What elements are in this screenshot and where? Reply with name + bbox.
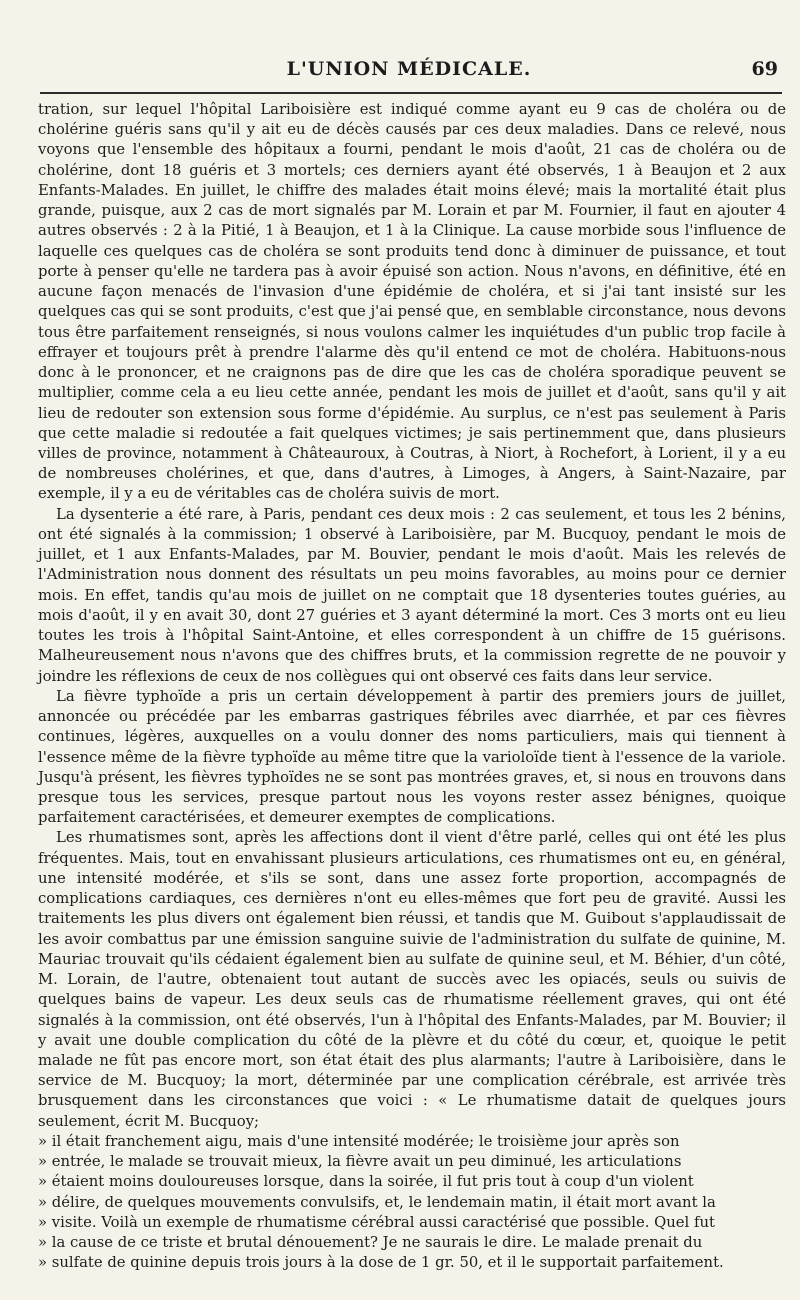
- paragraph-cholera: tration, sur lequel l'hôpital Lariboisière est indiqué comme ayant eu 9 cas de choléra ou de cholérine guéris sans qu'il y ait eu de décès causés par ces deux maladies. Dans ce relevé, nous voyons que l'ensemble des hôpitaux a fourni, pendant le mois d'août, 21 cas de choléra ou de cholérine, dont 18 guéris et 3 mortels; ces derniers ayant été observés, 1 à Beaujon et 2 aux Enfants-Malades. En juillet, le chiffre des malades était moins élevé; mais la mortalité était plus grande, puisque, aux 2 cas de mort signalés par M. Lorain et par M. Fournier, il faut en ajouter 4 autres observés : 2 à la Pitié, 1 à Beaujon, et 1 à la Clinique. La cause morbide sous l'influence de laquelle ces quelques cas de choléra se sont produits tend donc à diminuer de puissance, et tout porte à penser qu'elle ne tardera pas à avoir épuisé son action. Nous n'avons, en définitive, été en aucune façon menacés de l'invasion d'une épidémie de choléra, et si j'ai tant insisté sur les quelques cas qui se sont produits, c'est que j'ai pensé que, en semblable circonstance, nous devons tous être parfaitement renseignés, si nous voulons calmer les inquiétudes d'un public trop facile à effrayer et toujours prêt à prendre l'alarme dès qu'il entend ce mot de choléra. Habituons-nous donc à le prononcer, et ne craignons pas de dire que les cas de choléra sporadique peuvent se multiplier, comme cela a eu lieu cette année, pendant les mois de juillet et d'août, sans qu'il y ait lieu de redouter son extension sous forme d'épidémie. Au surplus, ce n'est pas seulement à Paris que cette maladie si redoutée a fait quelques victimes; je sais pertinemment que, dans plusieurs villes de province, notamment à Châteauroux, à Coutras, à Niort, à Rochefort, à Lorient, il y a eu de nombreuses cholérines, et que, dans d'autres, à Limoges, à Angers, à Saint-Nazaire, par exemple, il y a eu de véritables cas de choléra suivis de mort.: [38, 101, 786, 503]
- quote-line: » entrée, le malade se trouvait mieux, la fièvre avait un peu diminué, les articulations: [38, 1153, 682, 1171]
- quote-line: » la cause de ce triste et brutal dénouement? Je ne saurais le dire. Le malade prenait du: [38, 1234, 703, 1252]
- paragraph-rheumatism: Les rhumatismes sont, après les affections dont il vient d'être parlé, celles qui ont été les plus fréquentes. Mais, tout en envahissant plusieurs articulations, ces rhumatismes ont eu, en général, une intensité modérée, et s'ils se sont, dans une assez forte proportion, accompagnés de complications cardiaques, ces dernières n'ont eu elles-mêmes que fort peu de gravité. Aussi les traitements les plus divers ont également bien réussi, et tandis que M. Guibout s'applaudissait de les avoir combattus par une émission sanguine suivie de l'administration du sulfate de quinine, M. Mauriac trouvait qu'ils cédaient également bien au sulfate de quinine seul, et M. Béhier, d'un côté, M. Lorain, de l'autre, obtenaient tout autant de succès avec les opiacés, seuls ou suivis de quelques bains de vapeur. Les deux seuls cas de rhumatisme réellement graves, qui ont été signalés à la commission, ont été observés, l'un à l'hôpital des Enfants-Malades, par M. Bouvier; il y avait une double complication du côté de la plèvre et du côté du cœur, et, quoique le petit malade ne fût pas encore mort, son état était des plus alarmants; l'autre à Lariboisière, dans le service de M. Bucquoy; la mort, déterminée par une complication cérébrale, est arrivée très brusquement dans les circonstances que voici : « Le rhumatisme datait de quelques jours seulement, écrit M. Bucquoy;: [38, 829, 786, 1130]
- header-rule: [40, 92, 782, 94]
- paragraph-dysentery: La dysenterie a été rare, à Paris, pendant ces deux mois : 2 cas seulement, et tous les 2 bénins, ont été signalés à la commission; 1 observé à Lariboisière, par M. Bucquoy, pendant le mois de juillet, et 1 aux Enfants-Malades, par M. Bouvier, pendant le mois d'août. Mais les relevés de l'Administration nous donnent des résultats un peu moins favorables, au moins pour ce dernier mois. En effet, tandis qu'au mois de juillet on ne comptait que 18 dysenteries toutes guéries, au mois d'août, il y en avait 30, dont 27 guéries et 3 ayant déterminé la mort. Ces 3 morts ont eu lieu toutes les trois à l'hôpital Saint-Antoine, et elles correspondent à un chiffre de 15 guérisons. Malheureusement nous n'avons que des chiffres bruts, et la commission regrette de ne pouvoir y joindre les réflexions de ceux de nos collègues qui ont observé ces faits dans leur service.: [38, 505, 786, 685]
- quote-line: » il était franchement aigu, mais d'une intensité modérée; le troisième jour après son: [38, 1132, 680, 1150]
- body-text: [38, 100, 786, 1274]
- quote-line: » étaient moins douloureuses lorsque, dans la soirée, il fut pris tout à coup d'un violent: [38, 1173, 694, 1191]
- page-header: [36, 58, 782, 88]
- running-title: L'UNION MÉDICALE.: [286, 58, 532, 80]
- quote-line: » visite. Voilà un exemple de rhumatisme cérébral aussi caractérisé que possible. Quel fut: [38, 1213, 715, 1231]
- bucquoy-quote: [38, 1132, 786, 1274]
- paragraph-typhoid: La fièvre typhoïde a pris un certain développement à partir des premiers jours de juillet, annoncée ou précédée par les embarras gastriques fébriles avec diarrhée, et par ces fièvres continues, légères, auxquelles on a voulu donner des noms particuliers, mais qui tiennent à l'essence même de la fièvre typhoïde au même titre que la varioloïde tient à l'essence de la variole. Jusqu'à présent, les fièvres typhoïdes ne se sont pas montrées graves, et, si nous en trouvons dans presque tous les services, presque partout nous les voyons rester assez bénignes, quoique parfaitement caractérisées, et demeurer exemptes de complications.: [38, 687, 786, 827]
- quote-line: » délire, de quelques mouvements convulsifs, et, le lendemain matin, il était mort avant la: [38, 1193, 716, 1211]
- quote-line: » sulfate de quinine depuis trois jours à la dose de 1 gr. 50, et il le supportait parfaitement.: [38, 1254, 724, 1272]
- page-number: 69: [751, 58, 778, 80]
